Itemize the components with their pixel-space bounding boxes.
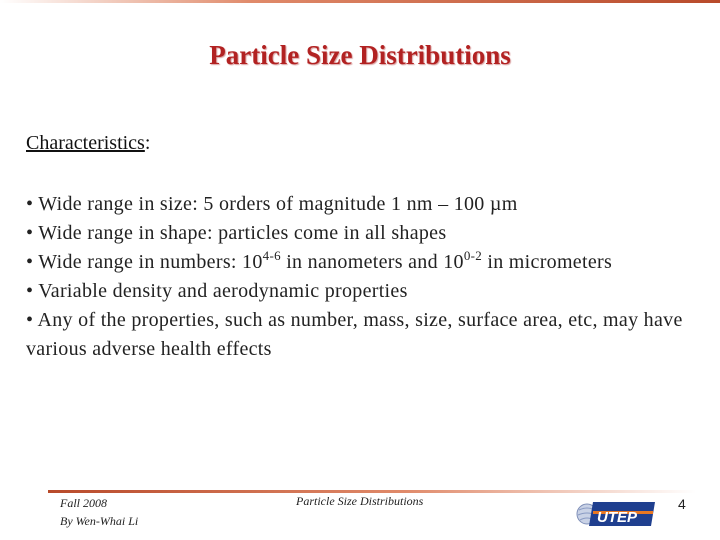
- bullet-list: [26, 190, 696, 364]
- bullet-density: • Variable density and aerodynamic properties: [26, 280, 408, 302]
- logo-text: UTEP: [597, 509, 638, 526]
- bullet-number-post: in micrometers: [482, 251, 613, 273]
- footer-credits: [60, 494, 138, 530]
- superscript-nano: 4-6: [262, 248, 281, 263]
- bullet-number-mid: in nanometers and 10: [280, 251, 464, 273]
- top-accent-rule: [0, 0, 720, 3]
- slide-title: Particle Size Distributions: [209, 40, 511, 70]
- bullet-health-effects: • Any of the properties, such as number, mass, size, surface area, etc, may have various adverse health effects: [26, 309, 683, 360]
- footer-term: Fall 2008: [60, 496, 107, 510]
- utep-logo-icon: [575, 497, 657, 531]
- bullet-shape-range: • Wide range in shape: particles come in all shapes: [26, 222, 447, 244]
- page-number: 4: [678, 496, 686, 512]
- bullet-size-range: • Wide range in size: 5 orders of magnitude 1 nm – 100 µm: [26, 193, 518, 215]
- heading-colon: :: [144, 132, 151, 154]
- bullet-number-range: [26, 248, 696, 277]
- section-heading: [26, 132, 150, 155]
- footer-author: By Wen-Whai Li: [60, 514, 139, 528]
- bullet-number-pre: • Wide range in numbers: 10: [26, 251, 263, 273]
- footer-title: Particle Size Distributions: [296, 494, 424, 508]
- superscript-micro: 0-2: [463, 248, 483, 263]
- heading-label: Characteristics: [26, 132, 145, 154]
- footer-accent-rule: [48, 490, 696, 493]
